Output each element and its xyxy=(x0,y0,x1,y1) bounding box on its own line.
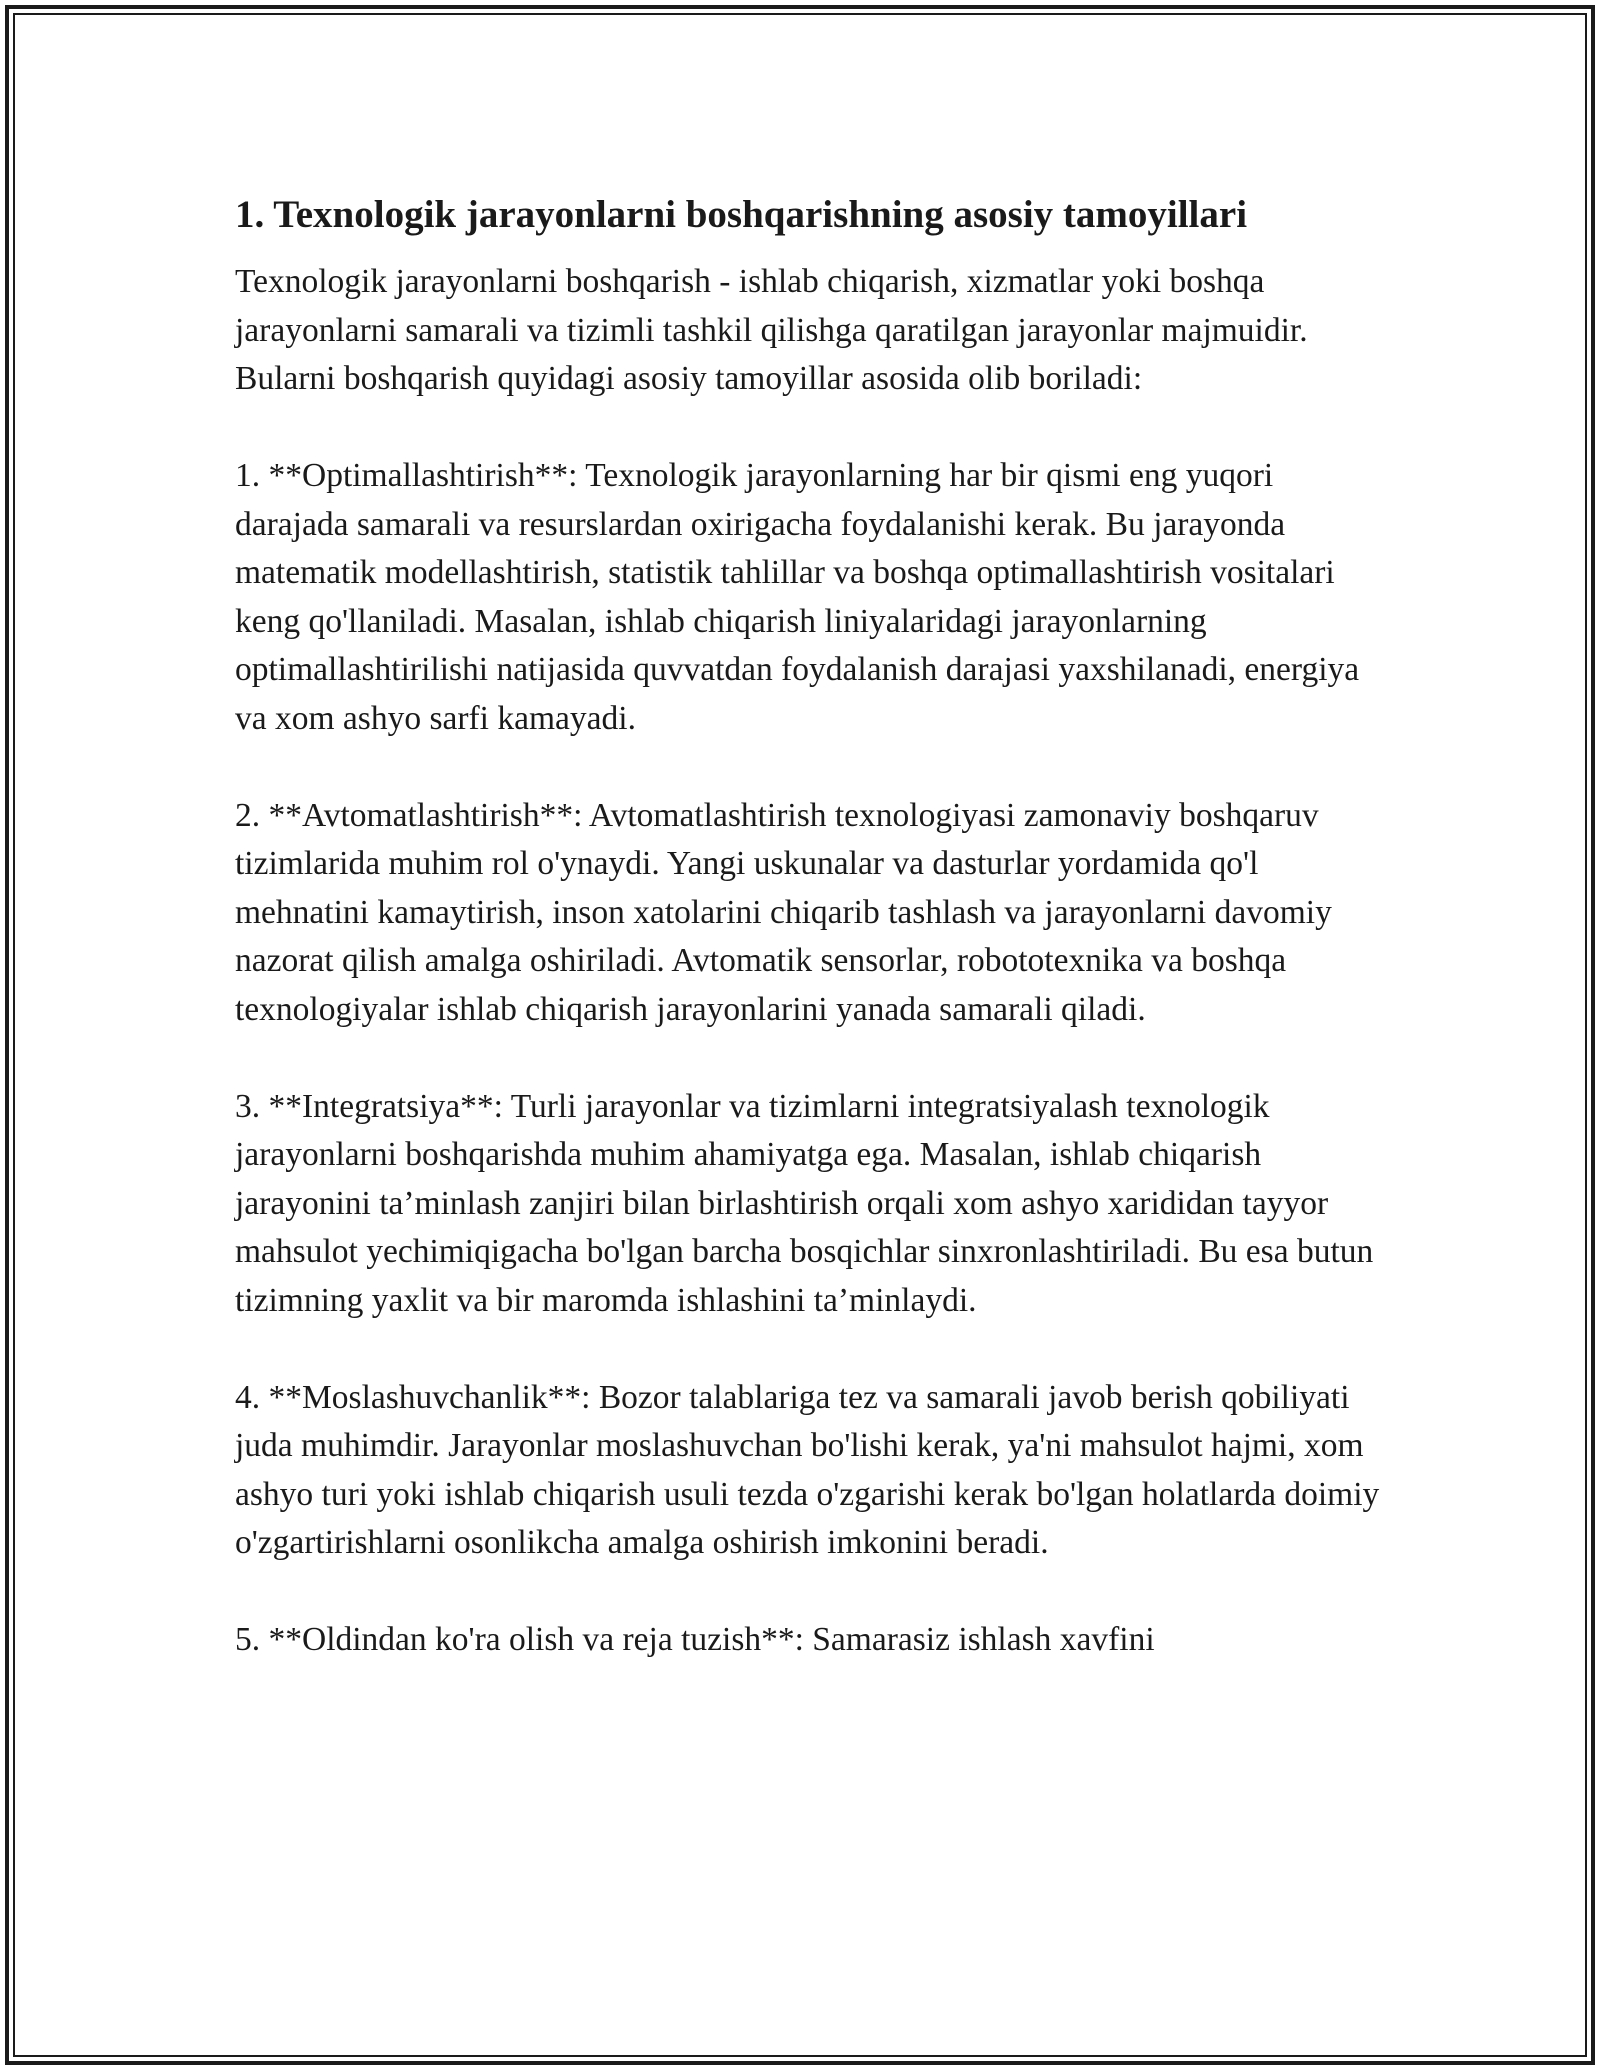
intro-paragraph: Texnologik jarayonlarni boshqarish - ishlab chiqarish, xizmatlar yoki boshqa jarayonlarni samarali va tizimli tashkil qilishga qaratilgan jarayonlar majmuidir. Bularni boshqarish quyidagi asosiy tamoyillar asosida olib boriladi: xyxy=(235,263,1308,397)
principle-planning-paragraph: 5. **Oldindan ko'ra olish va reja tuzish**: Samarasiz ishlash xavfini xyxy=(235,1621,1155,1658)
principle-flexibility-paragraph: 4. **Moslashuvchanlik**: Bozor talablariga tez va samarali javob berish qobiliyati juda muhimdir. Jarayonlar moslashuvchan bo'lishi kerak, ya'ni mahsulot hajmi, xom ashyo turi yoki ishlab chiqarish usuli tezda o'zgarishi kerak bo'lgan holatlarda doimiy o'zgartirishlarni osonlikcha amalga oshirish imkonini beradi. xyxy=(235,1378,1380,1561)
principle-optimization-paragraph: 1. **Optimallashtirish**: Texnologik jarayonlarning har bir qismi eng yuqori darajada samarali va resurslardan oxirigacha foydalanishi kerak. Bu jarayonda matematik modellashtirish, statistik tahlillar va boshqa optimallashtirish vositalari keng qo'llaniladi. Masalan, ishlab chiqarish liniyalaridagi jarayonlarning optimallashtirilishi natijasida quvvatdan foydalanish darajasi yaxshilanadi, energiya va xom ashyo sarfi kamayadi. xyxy=(235,457,1360,737)
document-title: 1. Texnologik jarayonlarni boshqarishning asosiy tamoyillari xyxy=(235,193,1248,236)
document-body xyxy=(235,186,1385,1665)
principle-automation-paragraph: 2. **Avtomatlashtirish**: Avtomatlashtirish texnologiyasi zamonaviy boshqaruv tizimlarida muhim rol o'ynaydi. Yangi uskunalar va dasturlar yordamida qo'l mehnatini kamaytirish, inson xatolarini chiqarib tashlash va jarayonlarni davomiy nazorat qilish amalga oshiriladi. Avtomatik sensorlar, robototexnika va boshqa texnologiyalar ishlab chiqarish jarayonlarini yanada samarali qiladi. xyxy=(235,796,1332,1028)
principle-integration-paragraph: 3. **Integratsiya**: Turli jarayonlar va tizimlarni integratsiyalash texnologik jarayonlarni boshqarishda muhim ahamiyatga ega. Masalan, ishlab chiqarish jarayonini ta’minlash zanjiri bilan birlashtirish orqali xom ashyo xarididan tayyor mahsulot yechimiqigacha bo'lgan barcha bosqichlar sinxronlashtiriladi. Bu esa butun tizimning yaxlit va bir maromda ishlashini ta’minlaydi. xyxy=(235,1087,1374,1319)
